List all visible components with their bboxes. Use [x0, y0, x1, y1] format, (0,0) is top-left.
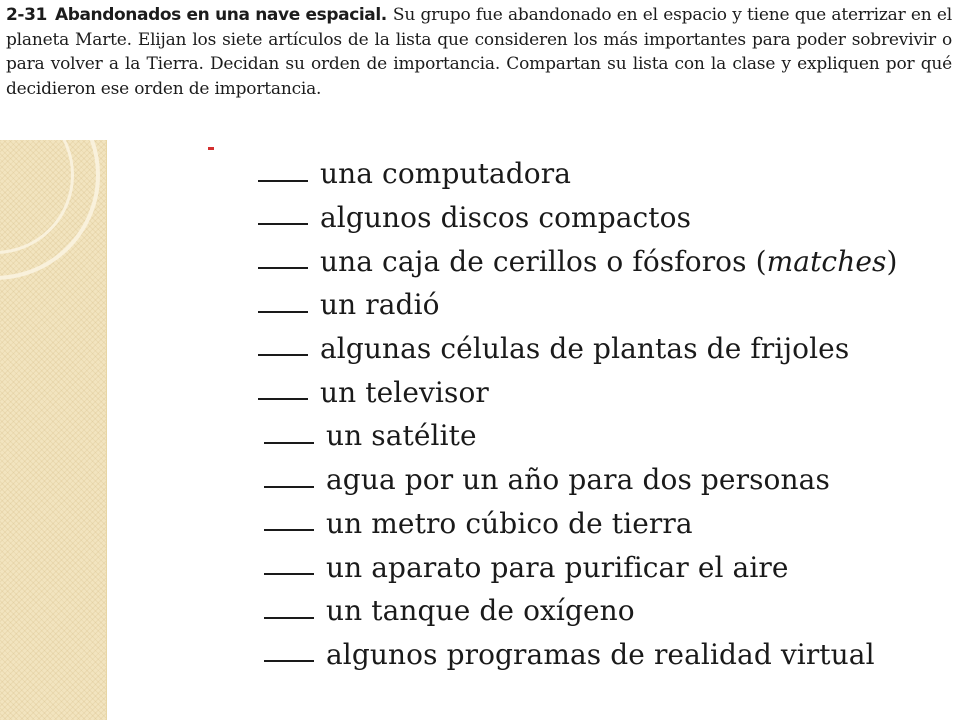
list-item: [258, 196, 898, 240]
exercise-number: 2-31: [6, 5, 47, 25]
item-label: algunos discos compactos: [320, 201, 692, 235]
item-label-close: ): [886, 244, 898, 278]
list-item: [264, 502, 898, 546]
item-list: [258, 152, 898, 676]
list-item: [258, 239, 898, 283]
answer-blank[interactable]: [258, 267, 308, 269]
answer-blank[interactable]: [264, 442, 314, 444]
answer-blank[interactable]: [264, 486, 314, 488]
answer-blank[interactable]: [258, 180, 308, 182]
answer-blank[interactable]: [258, 354, 308, 356]
list-item: [258, 152, 898, 196]
list-item: [258, 370, 898, 414]
answer-blank[interactable]: [264, 660, 314, 662]
list-item: [264, 414, 898, 458]
answer-blank[interactable]: [258, 311, 308, 313]
item-label: algunos programas de realidad virtual: [326, 637, 875, 671]
answer-blank[interactable]: [258, 398, 308, 400]
item-label: un aparato para purificar el aire: [326, 550, 789, 584]
item-label: un televisor: [320, 375, 489, 409]
list-item: [258, 327, 898, 371]
exercise-instructions: [6, 3, 952, 101]
item-label: un metro cúbico de tierra: [326, 506, 693, 540]
item-label: un satélite: [326, 419, 477, 453]
item-label: [320, 245, 898, 278]
item-label: agua por un año para dos personas: [326, 463, 830, 497]
answer-blank[interactable]: [264, 573, 314, 575]
decorative-side-strip: [0, 140, 107, 720]
item-label-italic: matches: [766, 244, 887, 278]
answer-blank[interactable]: [264, 617, 314, 619]
item-label: algunas células de plantas de frijoles: [320, 332, 850, 366]
list-item: [264, 458, 898, 502]
list-item: [258, 283, 898, 327]
answer-blank[interactable]: [264, 529, 314, 531]
item-label: un radió: [320, 288, 440, 322]
item-label: una computadora: [320, 157, 572, 191]
list-item: [264, 545, 898, 589]
item-label-main: una caja de cerillos o fósforos (: [320, 244, 767, 278]
list-item: [264, 589, 898, 633]
exercise-instructions-text: Su grupo fue abandonado en el espacio y tiene que aterrizar en el planeta Marte. Elijan los siete artículos de la lista que consideren los más importantes para poder sobrevivir o para volver a la Tierra. Decidan su orden de importancia. Compartan su lista con la clase y expliquen por qué decidieron ese orden de importancia.: [6, 5, 952, 99]
list-item: [264, 633, 898, 677]
exercise-title: Abandonados en una nave espacial.: [54, 5, 387, 25]
red-mark: [208, 147, 214, 150]
answer-blank[interactable]: [258, 223, 308, 225]
item-label: un tanque de oxígeno: [326, 594, 635, 628]
